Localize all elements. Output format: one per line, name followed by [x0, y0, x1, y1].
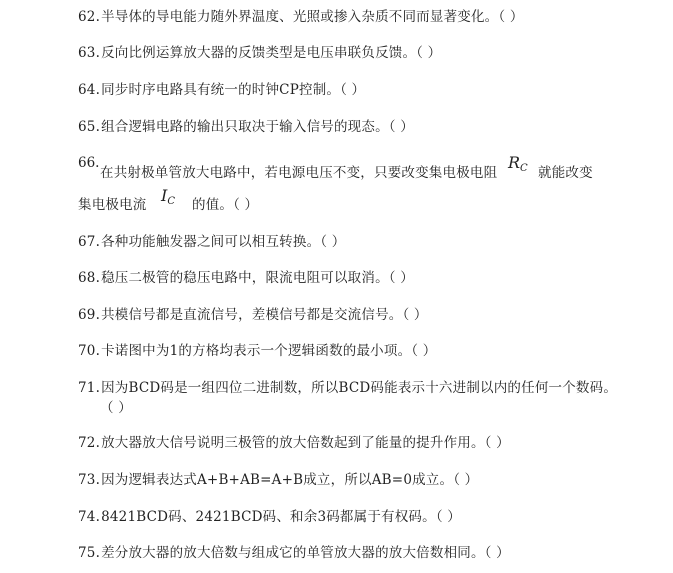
- question-69: [78, 306, 428, 324]
- question-number: 63.: [78, 45, 101, 61]
- question-65: [78, 118, 414, 136]
- question-text: 因为BCD码是一组四位二进制数，所以BCD码能表示十六进制以内的任何一个数码。: [101, 380, 618, 396]
- question-text: 卡诺图中为1的方格均表示一个逻辑函数的最小项。（ ）: [101, 343, 437, 359]
- question-73: [78, 471, 478, 489]
- question-71: [78, 379, 617, 397]
- question-text: 因为逻辑表达式A+B+AB=A+B成立，所以AB=0成立。（ ）: [101, 472, 479, 488]
- question-62: [78, 8, 524, 26]
- question-68: [78, 269, 414, 287]
- question-text: 就能改变: [538, 165, 593, 181]
- question-74: [78, 508, 461, 526]
- question-number: 64.: [78, 82, 101, 98]
- question-text: 的值。（ ）: [192, 197, 259, 213]
- question-72: [78, 434, 510, 452]
- question-text: 稳压二极管的稳压电路中，限流电阻可以取消。（ ）: [101, 270, 414, 286]
- question-number: 69.: [78, 307, 101, 323]
- question-66-line1: [100, 164, 497, 182]
- question-number: 67.: [78, 234, 101, 250]
- question-text: 在共射极单管放大电路中，若电源电压不变，只要改变集电极电阻: [100, 165, 498, 181]
- question-number: 71.: [78, 380, 101, 396]
- current-ic-symbol: $I_C$: [161, 186, 175, 207]
- question-text: 反向比例运算放大器的反馈类型是电压串联负反馈。（ ）: [101, 45, 442, 61]
- question-75: [78, 544, 510, 562]
- question-70: [78, 342, 436, 360]
- question-number: 66.: [78, 155, 100, 171]
- question-text: 半导体的导电能力随外界温度、光照或掺入杂质不同而显著变化。（ ）: [101, 9, 524, 25]
- question-text: 共模信号都是直流信号，差模信号都是交流信号。（ ）: [101, 307, 428, 323]
- resistor-rc-symbol: $R_C$: [508, 153, 528, 174]
- question-number: 65.: [78, 119, 101, 135]
- question-number: 74.: [78, 509, 101, 525]
- question-text: 集电极电流: [78, 197, 147, 213]
- question-text: 8421BCD码、2421BCD码、和余3码都属于有权码。（ ）: [101, 509, 461, 525]
- answer-blank: （ ）: [100, 400, 132, 416]
- question-number: 73.: [78, 472, 101, 488]
- question-number: 68.: [78, 270, 101, 286]
- question-text: 差分放大器的放大倍数与组成它的单管放大器的放大倍数相同。（ ）: [101, 545, 510, 561]
- question-number: 75.: [78, 545, 101, 561]
- question-66-line1-end: [538, 164, 593, 182]
- question-67: [78, 233, 345, 251]
- question-number: 62.: [78, 9, 101, 25]
- question-text: 组合逻辑电路的输出只取决于输入信号的现态。（ ）: [101, 119, 414, 135]
- question-71-answer: [100, 399, 132, 417]
- question-text: 各种功能触发器之间可以相互转换。（ ）: [101, 234, 346, 250]
- question-63: [78, 44, 441, 62]
- question-text: 放大器放大信号说明三极管的放大倍数起到了能量的提升作用。（ ）: [101, 435, 510, 451]
- question-text: 同步时序电路具有统一的时钟CP控制。（ ）: [101, 82, 366, 98]
- question-number: 70.: [78, 343, 101, 359]
- question-66-line2: [78, 196, 147, 214]
- question-66-line2-end: [192, 196, 258, 214]
- question-number: 72.: [78, 435, 101, 451]
- question-64: [78, 81, 365, 99]
